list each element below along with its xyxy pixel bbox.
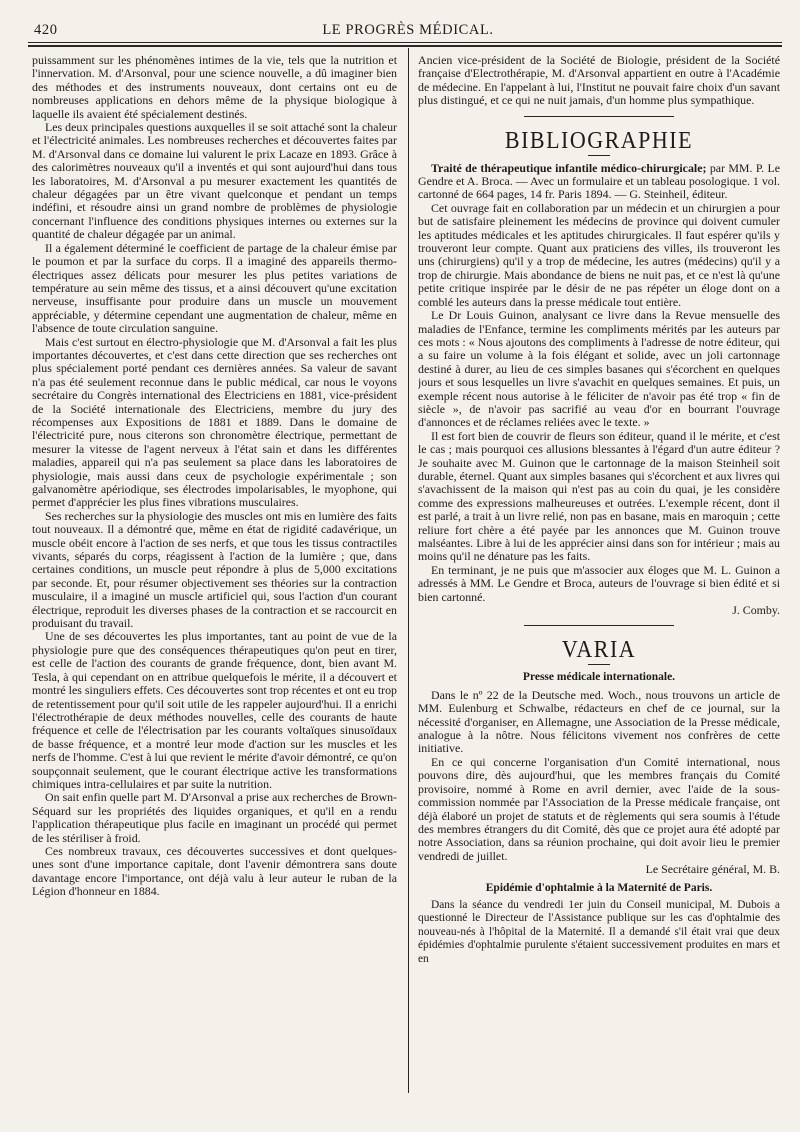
page-number: 420: [34, 22, 58, 38]
paragraph: Il a également déterminé le coefficient de partage de la chaleur émise par le poumon et par la surface du corps. Il a imaginé des appareils thermo-électriques assez délicats pour mesurer les plus petites variations de température au sein même des tissus, et a ainsi découvert qu'une excitation nerveuse, insuffisante pour produire dans un muscle un mouvement appréciable, y détermine cependant une augmentation de chaleur, même en l'absence de toute circulation sanguine.: [32, 240, 397, 336]
book-details: par MM. P. Le Gendre et A. Broca. — Avec un formulaire et un tableau posologique. 1 vol. cartonné de 664 pages, 14 fr. Paris 1894. — G. Steinheil, éditeur.: [418, 160, 780, 202]
journal-title: LE PROGRÈS MÉDICAL.: [322, 22, 494, 38]
varia-signature: Le Secrétaire général, M. B.: [645, 862, 780, 877]
right-column: [418, 54, 780, 1094]
paragraph: Il est fort bien de couvrir de fleurs son éditeur, quand il le mérite, et c'est le cas ; mais pourquoi ces allusions blessantes à l'égard d'un autre éditeur ? Je souhaite avec M. Guinon que le cartonnage de la maison Steinheil soit durable, éternel. Quant aux simples basanes qui s'écorchent et aux livres qui s'avachissent de la maison qui n'est pas au coin du quai, je les considère comme des expressions malheureuses et outrées. L'exemple récent, dont il est parlé, a trait à un livre relié, non pas en basane, mais en maroquin ; cette reliure fort chère a été payée par les annonces que M. Guinon trouve malséantes. Libre à lui de les apprécier ainsi dans son for intérieur ; mais au moins qu'il ne dénature pas les faits.: [418, 428, 780, 564]
subheading: Epidémie d'ophtalmie à la Maternité de Paris.: [485, 881, 713, 894]
paragraph: Les deux principales questions auxquelles il se soit attaché sont la chaleur et l'électricité animales. Les nombreuses recherches et découvertes faites par M. d'Arsonval dans ce domaine lui valurent le prix Lacaze en 1893. Grâce à des calorimètres nouveaux qu'il a inventés et qui sont aujourd'hui dans tous les laboratoires, M. d'Arsonval a pu mesurer exactement les quantités de chaleur dégagées par un être vivant quelconque et pendant un temps indéfini, et résoudre ainsi un grand nombre de problèmes de physiologie concernant l'influence des conditions physiques internes ou externes sur la quantité de chaleur dégagée par un animal.: [32, 120, 397, 242]
book-reference: [418, 162, 780, 202]
column-divider: [408, 48, 409, 1093]
paragraph: Une de ses découvertes les plus importantes, tant au point de vue de la physiologie pure que des conséquences thérapeutiques qu'on peut en tirer, est celle de l'action des courants de grande fréquence, dont, bien avant M. Tesla, à qui cependant on en attribue quelquefois le mérite, il a découvert et montré les singuliers effets. Ces découvertes sont trop récentes et ont eu trop de retentissement pour qu'il soit utile de les rappeler aujourd'hui. Il a enrichi l'électrothérapie de deux méthodes nouvelles, celle des courants de haute fréquence et celle de l'électrisation par les courants voltaïques sinusoïdaux de basse fréquence, et a montré leur mode d'action sur les muscles et les nerfs de l'homme. C'est à lui que revient le mérite d'avoir démontré, ce qu'on soupçonnait seulement, que le courant électrique active les transformations chimiques intra-cellulaires et par suite la nutrition.: [32, 629, 397, 791]
paragraph: En terminant, je ne puis que m'associer aux éloges que M. L. Guinon a adressés à MM. Le Gendre et Broca, auteurs de l'ouvrage si bien édité et si bien cartonné.: [418, 562, 780, 604]
header-rule-thick: [28, 45, 782, 47]
left-column: [32, 54, 397, 1094]
paragraph: Dans la séance du vendredi 1er juin du Conseil municipal, M. Dubois a questionné le Directeur de l'Assistance publique sur les cas d'ophtalmie des nouveau-nés à l'hôpital de la Maternité. Il a demandé s'il était vrai que deux épidémies d'ophtalmie purulente s'étaient successivement produites en mars et en: [418, 898, 780, 965]
paragraph: Cet ouvrage fait en collaboration par un médecin et un chirurgien a pour but de satisfaire pleinement les médecins de province qui doivent cumuler les aptitudes médicales et les aptitudes chirurgicales. Il faut espérer qu'ils y trouveront leur compte. Quant aux praticiens des villes, ils trouveront les uns (chirurgiens) qu'il y a trop de médecine, les autres (médecins) qu'il y a trop de chirurgie. Mais abondance de biens ne nuit pas, et ce n'est là qu'une petite critique inspirée par le désir de ne pas répéter un éloge dont on a comblé les auteurs dans la presse médicale tout entière.: [418, 200, 780, 309]
section-title-varia: VARIA: [561, 634, 637, 663]
paragraph: Dans le nº 22 de la Deutsche med. Woch., nous trouvons un article de MM. Eulenburg et Schwalbe, rédacteurs en chef de ce journal, sur la nécessité d'organiser, en Allemagne, une Association de la Presse médicale, analogue à la nôtre. Nous félicitons vivement nos confrères de cette initiative.: [418, 687, 780, 756]
paragraph: Le Dr Louis Guinon, analysant ce livre dans la Revue mensuelle des maladies de l'Enfance, termine les compliments mérités par les auteurs par ces mots : « Nous ajoutons des compliments à l'adresse de notre éditeur, qui a su faire un volume à la fois élégant et solide, avec un joli cartonnage destiné à durer, au lieu de ces simples basanes qui s'écorchent en quelques jours et sous lesquelles un livre s'avachit en quelques semaines. Et puis, un exemple récent nous autorise à le féliciter de n'avoir pas été trop « fin de siècle », de n'avoir pas sacrifié au veau d'or en bourrant l'ouvrage d'annonces et de réclames reliées avec le texte. »: [418, 308, 780, 430]
section-title-bibliographie: BIBLIOGRAPHIE: [504, 125, 694, 154]
paragraph: Ses recherches sur la physiologie des muscles ont mis en lumière des faits tout nouveaux. Il a démontré que, même en état de rigidité cadavérique, un muscle obéit encore à l'action de ses nerfs, et que tous les tissus contractiles vivants, séparés du corps, réagissent à l'action de la lumière ; que, dans certaines conditions, un muscle peut répondre à plus de 5,000 excitations par seconde. Et, pour résumer objectivement ses théories sur la contraction musculaire, il a imaginé un muscle artificiel qui, sous l'action d'un courant électrique, reproduit les diverses phases de la contraction et se raccourcit en produisant du travail.: [32, 508, 397, 631]
paragraph: En ce qui concerne l'organisation d'un Comité international, nous pouvons dire, dès aujourd'hui, que les membres français du Comité provisoire, nommé à Rome en avril dernier, avec l'aide de la sous-commission nommée par l'Association de la Presse médicale française, ont déjà élaboré un projet de statuts et de règlements qui sera soumis à l'étude des membres étrangers du dit Comité, dès que ce projet aura été adopté par notre Association, dans sa réunion prochaine, qui doit avoir lieu le premier vendredi de juillet.: [418, 754, 780, 863]
title-dash: [588, 664, 610, 665]
section-rule: [524, 625, 674, 626]
title-dash: [588, 155, 610, 156]
header-rule-thin: [28, 42, 782, 43]
book-title: Traité de thérapeutique infantile médico-chirurgicale;: [431, 160, 707, 175]
running-header: [34, 22, 782, 42]
section-rule: [524, 116, 674, 117]
review-signature: J. Comby.: [732, 603, 780, 618]
subheading: Presse médicale internationale.: [522, 671, 676, 684]
paragraph: Ancien vice-président de la Société de Biologie, président de la Société française d'Electrothérapie, M. d'Arsonval appartient en outre à l'Académie de médecine. En l'appelant à lui, l'Institut ne pouvait faire choix d'un savant plus distingué, et ce qui ne nuit jamais, d'un homme plus sympathique.: [418, 54, 780, 108]
paragraph: On sait enfin quelle part M. D'Arsonval a prise aux recherches de Brown-Séquard sur les propriétés des liquides organiques, et qu'il en a rendu l'application thérapeutique plus facile en imaginant un procédé qui permet de les stériliser à froid.: [32, 790, 397, 845]
paragraph: puissamment sur les phénomènes intimes de la vie, tels que la nutrition et l'innervation. M. d'Arsonval, pour une science nouvelle, a dû imaginer bien des méthodes et des instruments nouveaux, dont certains ont eu de nombreuses applications en dehors même de la physique biologique à laquelle ils avaient été spécialement destinés.: [32, 54, 397, 121]
paragraph: Mais c'est surtout en électro-physiologie que M. d'Arsonval a fait les plus importantes découvertes, et c'est dans cette direction que ses recherches ont plus spécialement porté pendant ces dernières années. Sa valeur de savant n'a pas été seulement reconnue dans le public médical, car nous le voyons secrétaire du Congrès international des Electriciens en 1881, vice-président de la Société internationale des Electriciens, membre du jury des récompenses aux Expositions de 1881 et 1889. Dans le domaine de l'électricité pure, nous citerons son chronomètre électrique, permettant de mesurer la vitesse de l'agent nerveux à l'état sain et dans les différentes maladies, appareil qui n'a pas seulement sa place dans les laboratoires de physiologie, mais aussi dans ceux de psychologie expérimentale ; son galvanomètre apériodique, ses électrodes impolarisables, le myophone, qui permet d'apprécier les plus fines vibrations musculaires.: [32, 334, 397, 510]
paragraph: Ces nombreux travaux, ces découvertes successives et dont quelques-unes sont d'une importance capitale, dont l'avenir démontrera sans doute davantage encore l'importance, ont déjà valu à leur auteur le ruban de la Légion d'honneur en 1884.: [32, 843, 397, 899]
